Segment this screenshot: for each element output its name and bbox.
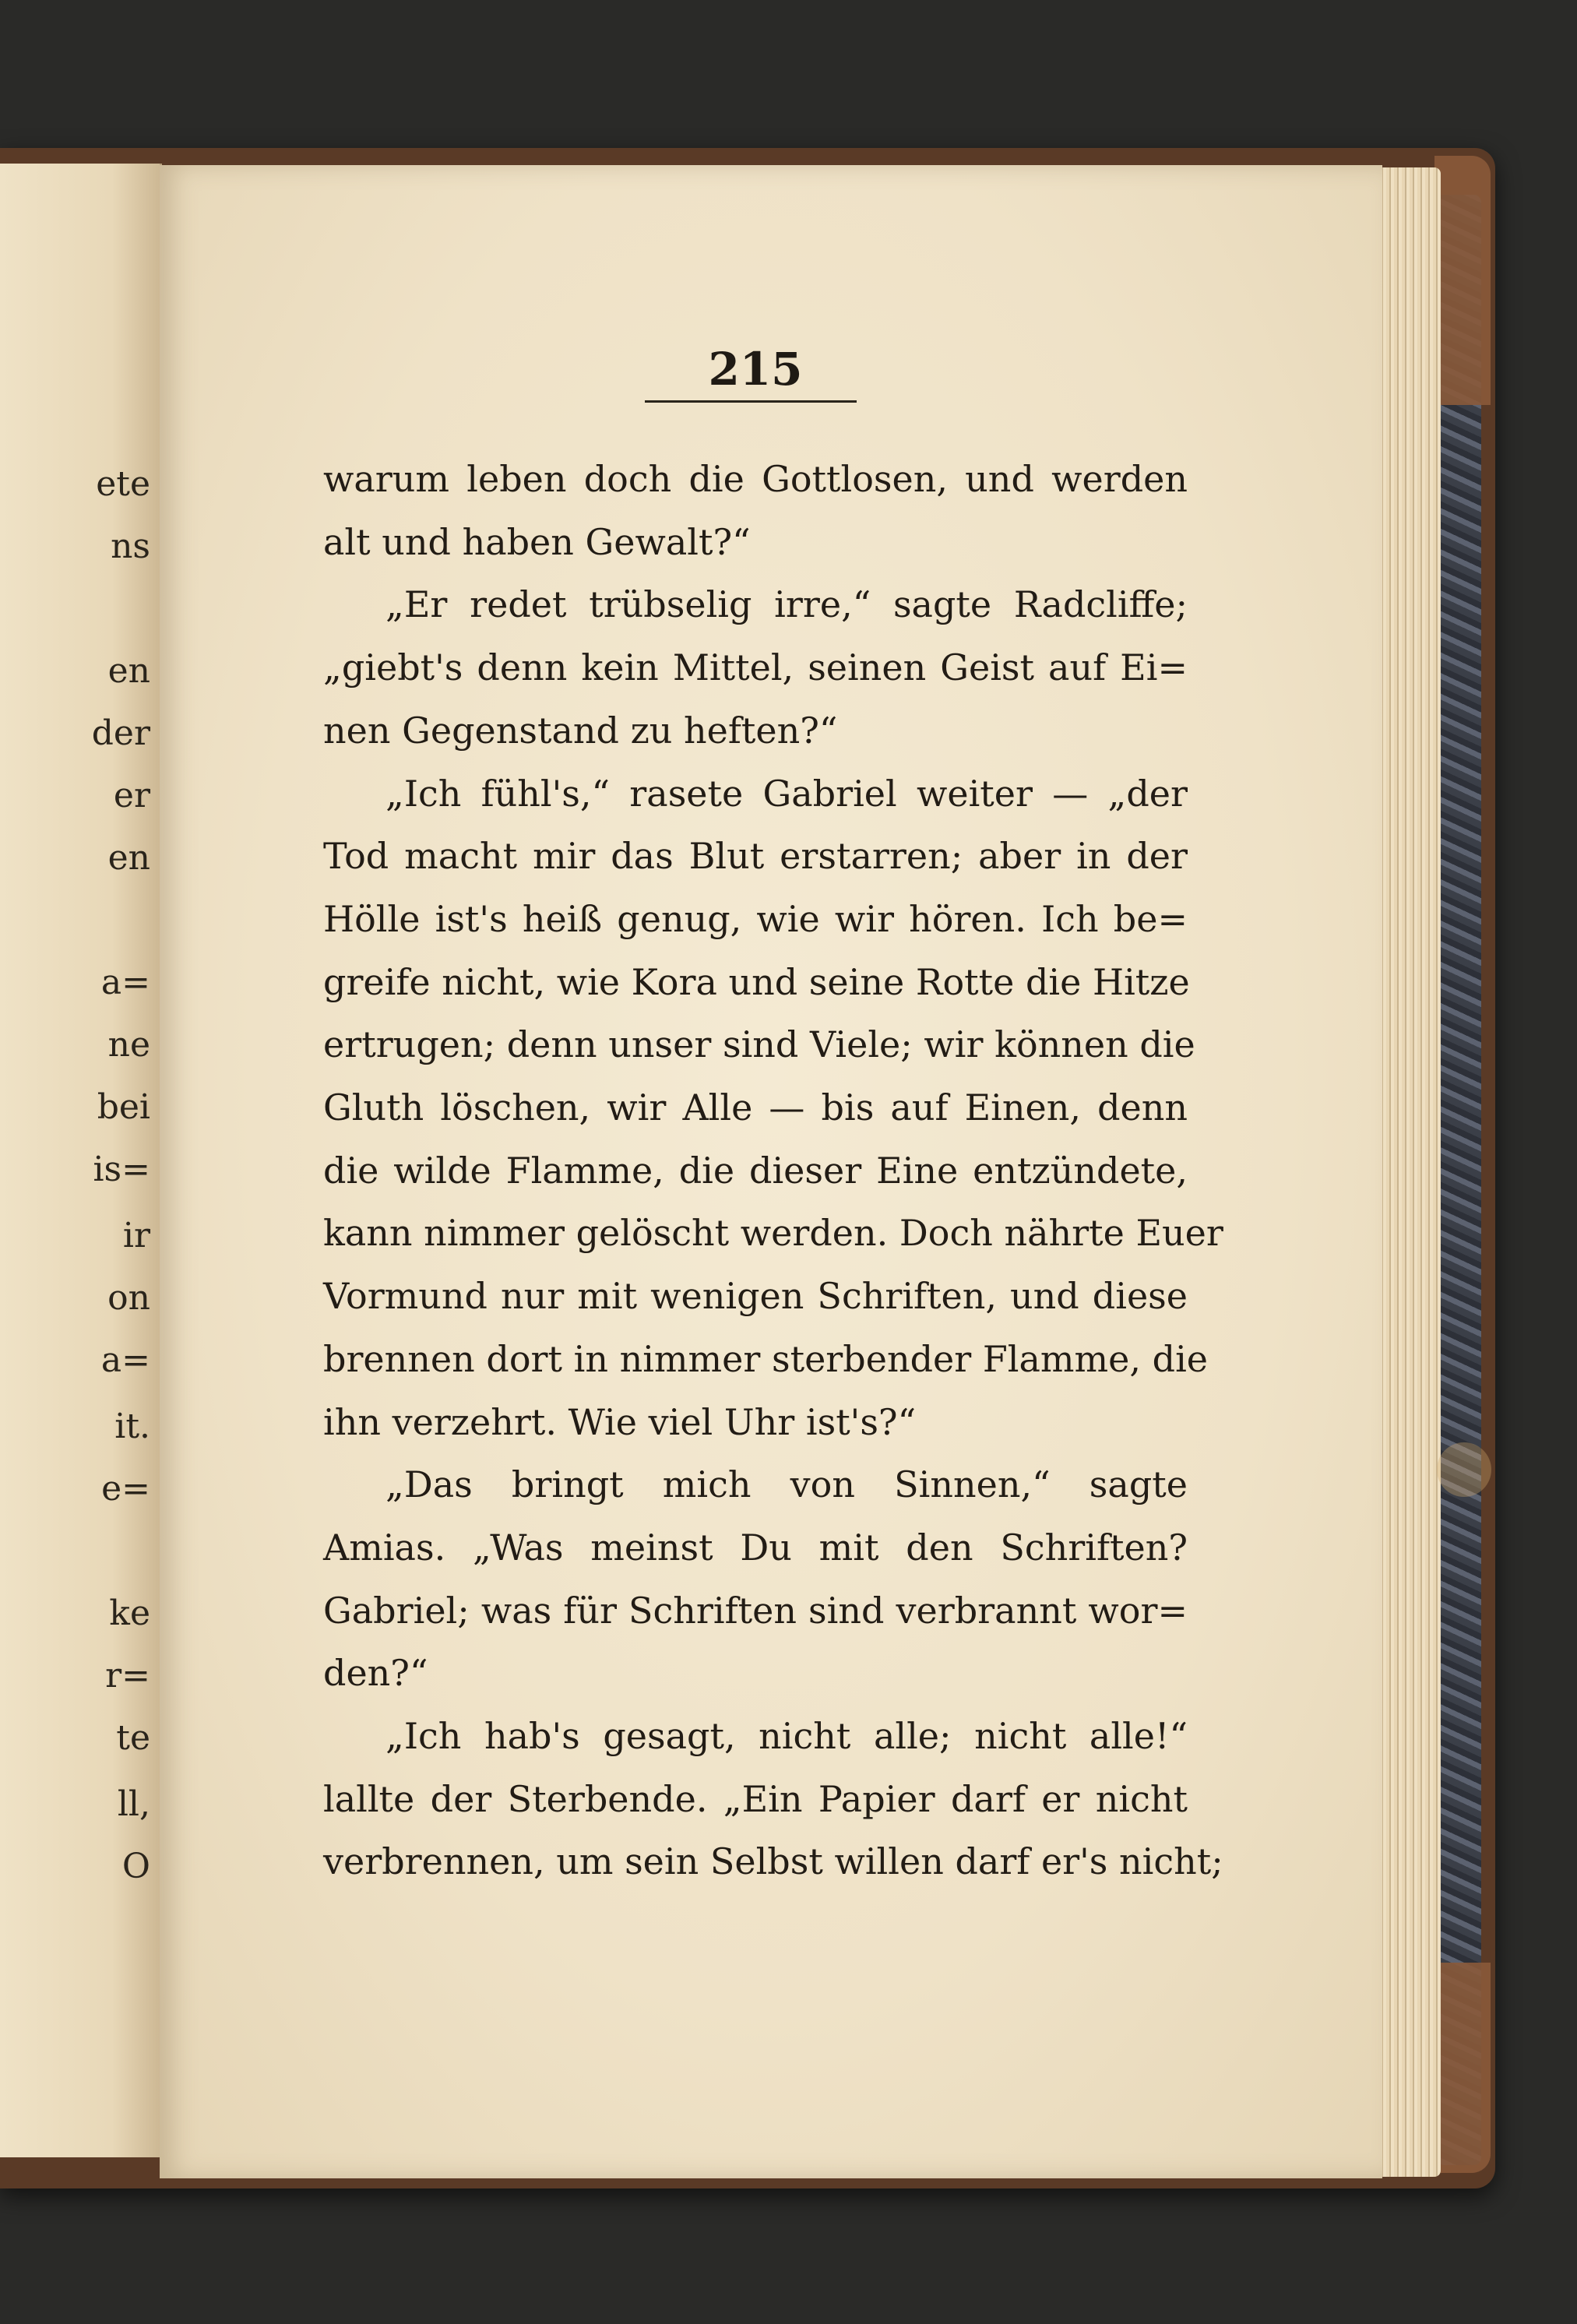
text-line: Gluth löschen, wir Alle — bis auf Einen, denn	[323, 1086, 1188, 1129]
left-page-fragment: O	[121, 1847, 150, 1886]
left-page-fragment: ne	[107, 1025, 150, 1065]
left-page-fragment: en	[107, 651, 150, 691]
text-line: den?“	[323, 1652, 428, 1695]
text-line: brennen dort in nimmer sterbender Flamme, die	[323, 1337, 1209, 1380]
text-line: „Ich hab's gesagt, nicht alle; nicht alle!“	[385, 1715, 1188, 1758]
left-page-fragment: a=	[100, 963, 150, 1002]
paper-stain	[1437, 1442, 1491, 1497]
text-line: lallte der Sterbende. „Ein Papier darf er nicht	[323, 1777, 1188, 1820]
left-page-fragment: ke	[109, 1593, 150, 1633]
body-text	[323, 448, 1223, 1893]
text-line: nen Gegenstand zu heften?“	[323, 709, 838, 752]
header-rule	[645, 400, 857, 403]
page-number: 215	[708, 343, 803, 396]
left-page	[0, 164, 162, 2157]
page-edges	[1378, 167, 1441, 2177]
left-page-fragment: a=	[100, 1340, 150, 1380]
text-line: Amias. „Was meinst Du mit den Schriften?	[323, 1526, 1188, 1569]
left-page-fragment: bei	[97, 1087, 150, 1127]
text-line: Tod macht mir das Blut erstarren; aber in der	[323, 835, 1188, 878]
left-page-fragment: e=	[101, 1469, 150, 1509]
left-page-fragment: ns	[111, 526, 150, 566]
text-line: verbrennen, um sein Selbst willen darf er's nicht;	[323, 1840, 1223, 1883]
left-page-fragment: r=	[105, 1656, 150, 1695]
text-line: „Er redet trübselig irre,“ sagte Radcliffe;	[385, 583, 1188, 626]
leather-corner-bottom	[1434, 1963, 1491, 2173]
left-page-fragment: der	[91, 713, 150, 753]
leather-corner-top	[1434, 156, 1491, 405]
left-page-fragment: en	[107, 838, 150, 878]
text-line: „Ich fühl's,“ rasete Gabriel weiter — „der	[385, 772, 1188, 815]
left-page-fragment: is=	[93, 1150, 150, 1189]
text-line: greife nicht, wie Kora und seine Rotte die Hitze	[323, 960, 1190, 1003]
text-line: Hölle ist's heiß genug, wie wir hören. Ich be=	[323, 897, 1188, 940]
text-line: „giebt's denn kein Mittel, seinen Geist auf Ei=	[323, 646, 1188, 689]
left-page-fragment: on	[107, 1278, 150, 1318]
text-line: ihn verzehrt. Wie viel Uhr ist's?“	[323, 1400, 917, 1443]
left-page-fragment: it.	[114, 1407, 150, 1446]
left-page-fragment: te	[116, 1718, 150, 1758]
left-page-fragment: ete	[96, 464, 150, 504]
left-page-fragment: ll,	[117, 1784, 150, 1824]
text-line: Vormund nur mit wenigen Schriften, und diese	[323, 1275, 1188, 1318]
left-page-fragment: ir	[122, 1216, 150, 1255]
text-line: Gabriel; was für Schriften sind verbrannt wor=	[323, 1589, 1188, 1632]
text-line: ertrugen; denn unser sind Viele; wir können die	[323, 1023, 1195, 1066]
text-line: „Das bringt mich von Sinnen,“ sagte	[385, 1463, 1188, 1506]
text-line: kann nimmer gelöscht werden. Doch nährte Euer	[323, 1212, 1223, 1255]
left-page-fragment: er	[113, 776, 150, 815]
text-line: die wilde Flamme, die dieser Eine entzündete,	[323, 1149, 1188, 1192]
text-line: warum leben doch die Gottlosen, und werden	[323, 458, 1188, 500]
text-line: alt und haben Gewalt?“	[323, 520, 751, 563]
